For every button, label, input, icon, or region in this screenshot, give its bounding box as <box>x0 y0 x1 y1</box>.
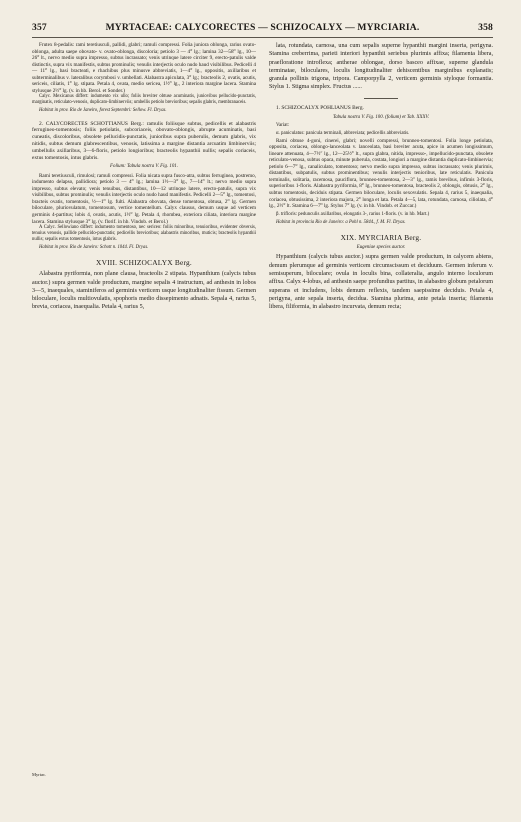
species-description: Rami teretiusculi, rimulosi; ramuli compressi. Folia nicata supra fusco-atra, subtus ferruginea, postremo, indumento delapso, pallidiora; petiolo 3 — 4‴ lg.; lamina 1½—3‴ lg., 7—14‴ lt.; nervo medio supra impresso, subtus elevato; venis tenuibus, distantibus, 10—12 utrinque latere, erecto-patulis, supra vix visibilibus, subtus prominulis; venulis interjectis oculo nudo haud manifestis. Pedicelli 2—5‴ lg., tomentosi, bracteis ovatis, tomentosis, ½—1‴ lg. fulti. Alabastra obovata, dense tomentosa, obtusa, 2‴ lg. Germen biloculare, pluriovulatum, tomentosum, vertice tomentellum. Calyx clausus, demum usque ad verticem germinis 4-partitus; lobis 4, ovatis, acutis, 1½‴ lg. Petala 4, rhombea, exteriora ciliata, interiora margine lacera. Stamina stylusque 3‴ lg. (v. florif. in hb. Vindob. et Berol.) <box>32 172 256 225</box>
variety-alpha: α. paniculatus: panicula terminali, abbreviata; pedicellis abbreviatis. <box>276 131 410 137</box>
species-description: Frutex 8-pedalis: rami teretiusculi, pallidi, glabri; ramuli compressi. Folia juniora oblonga, rarius ovato-oblonga, adulta saepe obovato- v. ovato-oblonga, discoloria; petiolo 3 — 4‴ lg.; lamina 32—58‴ lg., 10—26‴ lt., nervo medio supra impresso, subtus incrassato; venis utrinque latere circiter 9, erecto-patulis valde distinctis, supra vix manifestis, subtus prominulis; venulis interjectis oculo nudo haud visibilibus. Pedicelli 4 — 11‴ lg., basi bracteati, e rhachibus plus minusve abbreviatis, 1—4‴ lg., oppositis, axillaribus et subterminalibus v. lateralibus corymbosi v. umbellati. Alabastra apiculata, 3‴ lg.; bracteolis 2, ovatis, acutis, sericeis, ciliatis, 1‴ lg. stipata. Petala 4, ovata, medio sericea, 1½‴ lg., 2 interiora margine lacera. Stamina stylusque 2½‴ lg. (v. in hb. Berol. et Sonder.) <box>32 42 256 94</box>
running-head <box>32 22 493 38</box>
page-number-left: 357 <box>32 22 47 33</box>
plate-reference: Tabula nostra V. Fig. 100. (folium) et Tab. XXXV. <box>332 114 430 120</box>
genus-description: Hypanthium (calycis tubus auctor.) supra germen valde productum, in calycem abiens, demum plerumque ad germinis verticem circumscissum et deciduum. Germen inferum v. semisuperum, biloculare; ovula in loculis bina, collateralia, angulo interno loculorum affixa. Calyx 4-lobus, ad anthesin saepe profundius partitus, in alabastro globum petalorum superans et includens, lobis demum reflexis, tandem saepissime deciduis. Petala 4, perigyna, ante sepala inserta, decidua. Stamina plurima, ante petala inserta; filamenta libera, filiformia, in alabastro incurvata, demum recta; <box>269 254 493 311</box>
running-title: MYRTACEAE: CALYCORECTES — SCHIZOCALYX — MYRCIARIA. <box>105 22 420 33</box>
genus-synonym: Eugeniae species auctor. <box>356 244 406 250</box>
variety-beta: β. trifloris: pedunculis axillaribus, elongatis 3-, rarius 1-floris. (v. in hb. Mart.) <box>276 211 430 217</box>
differential-note: A Calyc. Sellowiano differt: indumento tomentoso, nec sericeo: foliis minoribus, tenuioribus, evidenter obversis, tenuius venosis, pallide pellucido-punctatis; pedicellis brevioribus; alabastris minoribus, muticis; bracteolis hypanthii nullis; sepalis extus tomentosis, intus glabris. <box>32 225 256 243</box>
page-number-right: 358 <box>478 22 493 33</box>
habitat-note: Habitat in provincia Rio de Janeiro: a Pohl n. 5844., f. M. Fl. Dryas. <box>276 219 406 225</box>
plate-reference: Folium: Tabula nostra V. Fig. 101. <box>110 164 178 170</box>
genus-heading: XIX. MYRCIARIA Berg. <box>340 232 422 242</box>
habitat-note: Habitat in prov. Rio de Janeiro, forest Septembri: Sellow. Fl. Dryas. <box>39 108 167 114</box>
section-rule <box>364 98 398 99</box>
genus-description: lata, rotundata, carnosa, una cum sepalis superne hypanthii margini inserta, perigyna. Stamina creberrima, parieti interiori hypanthii seriebus plurimis affixa; filamenta libera, praefloratione introflexa; antherae oblongae, dorso basceo affixae, superne glandula terminatae, biloculares, loculis longitudinaliter dehiscentibus marginibus explanatis; granula pollinis trigona, tripora. Camporpylla 2, verticem germinis styloque formantia. Stylus 1. Stigma simplex. Fructus ...... <box>269 43 493 91</box>
text-columns <box>32 42 493 777</box>
right-column <box>269 42 493 777</box>
species-heading: 2. CALYCORECTES SCHOTTIANUS Berg.: ramulis foliisque subtus, pedicellis et alabastris ferrugineo-tomentosis; foliis petiolatis, subcoriaceis, obovato-oblongis, abrupte acuminatis, basi cuneatis, discoloribus, obsolete pellucidis-punctatis, junioribus supra puberulis, demum glabris, vix nitidis, subtus demum glabrescentibus, venosis, latissima a margine distantia arcuatim limbinerviis; umbellulis axillaribus, 3—6-floris, petiolo longioribus; bracteolis hypanthii nullis; sepalis coriaceis, extus tomentosis, intus glabris. <box>32 120 256 161</box>
catchword: Myrtac. <box>32 772 47 777</box>
species-heading: 1. SCHIZOCALYX POHLIANUS Berg. <box>276 104 364 111</box>
variat-label: Variat: <box>276 122 290 128</box>
left-column <box>32 42 256 777</box>
book-page <box>32 22 493 782</box>
genus-heading: XVIII. SCHIZOCALYX Berg. <box>96 258 192 268</box>
genus-description: Alabastra pyriformia, non plane clausa, bracteolis 2 stipata. Hypanthium (calycis tubus auctor.) supra germen valde productum, margine sepalis 4 instructum, ad anthesin in lobos 3—5, inaequales, staminiferos ad germinis verticem usque longitudinaliter fissum. Germen biloculare, loculis multiovulatis, spophoris medio dissepimento adnatis. Sepala 4, rarius 5, brevia, coriacea, inaequalia. Petala 4, rarius 5, <box>32 271 256 311</box>
differential-note: Calyc. Mexicanus differt: indumento vix ullo; foliis breviter obtuse acuminatis, juniovibus pellucido-punctatis, marginatis, reticulato-venosis, duplicato-limbinerviis; umbellis petiolo brevioribus; sepalis glabris, membranaceis. <box>32 94 256 106</box>
habitat-note: Habitat in prov. Rio de Janeiro: Schott n. 1044. Fl. Dryas. <box>39 245 149 251</box>
species-description: Rami obtuse 4-goni, cinerei, glabri; novelli compressi, brunneo-tomentosi. Folia longe petiolata, opposita, coriacea, oblongo-lanceolata v. lanceolata, basi breviter acuta, apice in acumen longissimum, lineare attenuata, 4—7½″ lg., 12—25½‴ lt., supra glabra, nitida, impresso-, impellucido-punctata, obsolete reticulato-venosa, subtus opaca, minute puberula, costata, longiori a margine distantia duplicato-limbinervia; petiolo 6—7‴ lg., canaliculato, tomentoso; nervo medio supra impresso, subtus incrassato; venis plurimis, distantibus, subpatulis, subtus prominentibus; venulis interjectis tenioribus, late reticulatis. Panicula terminalis, solitaria, racemosa, pauciflora, brunneo-tomentosa, 2—3″ lg., ramis brevibus, infimis 3-floris, superioribus 1-floris. Alabastra pyriformia, 8‴ lg., brunneo-tomentosa, bracteolis 2, oblongis, obtusis, 2‴ lg., subtus tomentosis, deciduis stipata. Germen biloculare, loculis sexovulatis. Sepala 4, rarius 5, inaequalia, coriacea, obtusissima, 2 interiora majora, 2‴ longa et lata. Petala 4—5, lata, rotundata, carnosa, ciliolata, 4‴ lg., 2½‴ lt. Stamina 6—7‴ lg. Stylus 7‴ lg. (v. in hb. Vindob. et Zuccar.) <box>269 137 493 210</box>
